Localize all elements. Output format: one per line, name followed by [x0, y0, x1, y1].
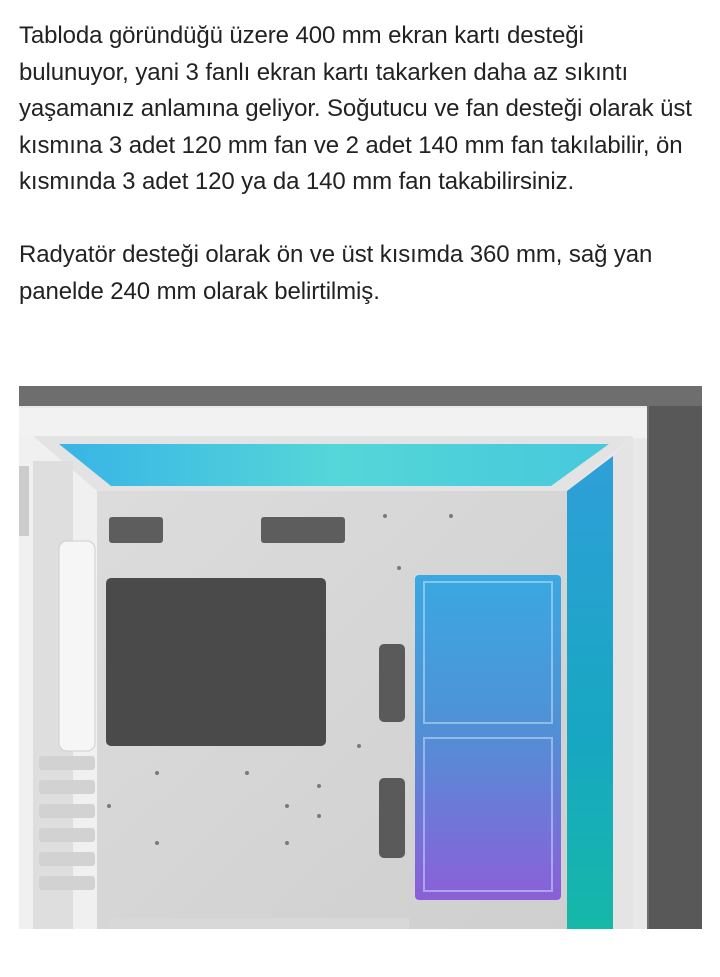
top-radiator: [59, 444, 609, 486]
article-body: [19, 18, 699, 310]
paragraph-gpu-support: Tabloda göründüğü üzere 400 mm ekran kartı desteği bulunuyor, yani 3 fanlı ekran kartı takarken daha az sıkıntı yaşamanız anlamına geliyor. Soğutucu ve fan desteği olarak üst kısmına 3 adet 120 mm fan ve 2 adet 140 mm fan takılabilir, ön kısmında 3 adet 120 ya da 140 mm fan takabilirsiniz.: [19, 22, 692, 196]
pc-case-photo: [19, 386, 702, 929]
paragraph-radiator-support: Radyatör desteği olarak ön ve üst kısımda 360 mm, sağ yan panelde 240 mm olarak belirtilmiş.: [19, 240, 653, 305]
front-radiator: [567, 456, 613, 929]
pc-case-illustration: [19, 386, 702, 929]
